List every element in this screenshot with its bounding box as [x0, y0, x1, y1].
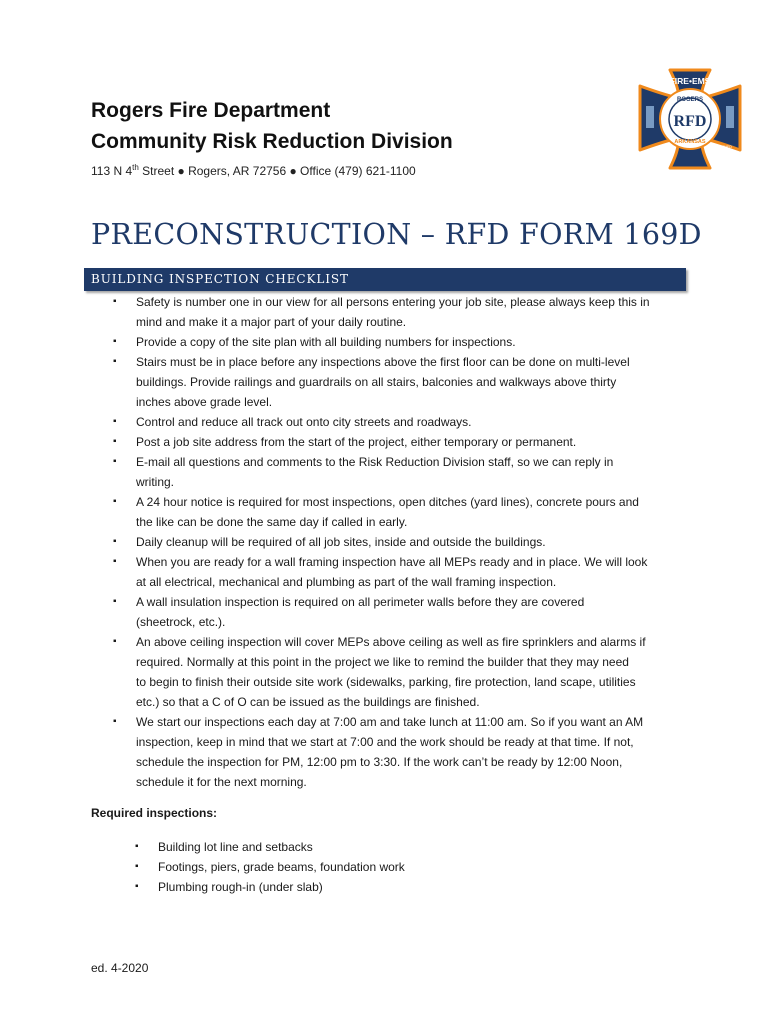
bullet-icon: ▪ — [135, 881, 139, 892]
svg-text:1888: 1888 — [711, 150, 729, 159]
bullet-icon: ▪ — [113, 556, 117, 567]
checklist-item-line: A wall insulation inspection is required on all perimeter walls before they are covered — [136, 595, 585, 609]
checklist-item — [113, 352, 683, 412]
checklist-item-line: E-mail all questions and comments to the Risk Reduction Division staff, so we can reply in — [136, 455, 614, 469]
checklist-item — [113, 432, 683, 452]
checklist-item-line: required. Normally at this point in the project we like to remind the builder that they may need — [136, 655, 629, 669]
checklist-item-line: We start our inspections each day at 7:00 am and take lunch at 11:00 am. So if you want an AM — [136, 715, 644, 729]
checklist-item-line: inches above grade level. — [136, 395, 273, 409]
required-inspection-text: Footings, piers, grade beams, foundation work — [158, 860, 405, 874]
fire-department-logo — [628, 64, 752, 172]
required-inspection-item — [135, 857, 405, 877]
checklist-item-line: Safety is number one in our view for all persons entering your job site, please always keep this in — [136, 295, 650, 309]
checklist-item-line: (sheetrock, etc.). — [136, 615, 226, 629]
checklist-item-line: mind and make it a major part of your daily routine. — [136, 315, 407, 329]
checklist-item-line: inspection, keep in mind that we start at 7:00 and the work should be ready at that time. If not, — [136, 735, 634, 749]
checklist-item-line: A 24 hour notice is required for most inspections, open ditches (yard lines), concrete pours and — [136, 495, 639, 509]
bullet-icon: ▪ — [135, 841, 139, 852]
inspection-checklist — [113, 292, 683, 792]
checklist-item-line: Post a job site address from the start of the project, either temporary or permanent. — [136, 435, 577, 449]
checklist-item — [113, 332, 683, 352]
bullet-icon: ▪ — [113, 336, 117, 347]
checklist-item-line: Provide a copy of the site plan with all building numbers for inspections. — [136, 335, 516, 349]
bullet-icon: ▪ — [113, 596, 117, 607]
checklist-item-line: buildings. Provide railings and guardrails on all stairs, balconies and walkways above thirty — [136, 375, 617, 389]
section-title: BUILDING INSPECTION CHECKLIST — [91, 272, 349, 286]
checklist-item — [113, 712, 683, 792]
division-name: Community Risk Reduction Division — [91, 130, 453, 153]
checklist-item-line: When you are ready for a wall framing inspection have all MEPs ready and in place. We will look — [136, 555, 648, 569]
form-title: PRECONSTRUCTION – RFD FORM 169D — [91, 218, 702, 251]
svg-text:ROGERS: ROGERS — [676, 97, 704, 103]
section-header-bar — [84, 268, 686, 291]
checklist-item-line: the like can be done the same day if called in early. — [136, 515, 408, 529]
checklist-item — [113, 532, 683, 552]
required-inspection-item — [135, 877, 405, 897]
bullet-icon: ▪ — [113, 716, 117, 727]
svg-text:ESTABLISHED: ESTABLISHED — [708, 145, 732, 149]
bullet-icon: ▪ — [113, 416, 117, 427]
edition-footer: ed. 4-2020 — [91, 961, 149, 975]
checklist-item-line: etc.) so that a C of O can be issued as the buildings are finished. — [136, 695, 480, 709]
bullet-icon: ▪ — [113, 636, 117, 647]
checklist-item-line: to begin to finish their outside site work (sidewalks, parking, fire protection, land scape, utilities — [136, 675, 636, 689]
checklist-item-line: Stairs must be in place before any inspections above the first floor can be done on multi-level — [136, 355, 630, 369]
checklist-item-line: An above ceiling inspection will cover MEPs above ceiling as well as fire sprinklers and alarms if — [136, 635, 646, 649]
svg-text:ARKANSAS: ARKANSAS — [674, 139, 706, 145]
department-name: Rogers Fire Department — [91, 99, 331, 122]
checklist-item-line: writing. — [136, 475, 175, 489]
checklist-item-line: at all electrical, mechanical and plumbing as part of the wall framing inspection. — [136, 575, 557, 589]
checklist-item-line: schedule it for the next morning. — [136, 775, 307, 789]
bullet-icon: ▪ — [113, 296, 117, 307]
address-line: 113 N 4th Street ● Rogers, AR 72756 ● Office (479) 621-1100 — [91, 163, 416, 178]
checklist-item-line: Daily cleanup will be required of all job sites, inside and outside the buildings. — [136, 535, 546, 549]
required-inspection-text: Building lot line and setbacks — [158, 840, 313, 854]
svg-text:FIRE•EMS: FIRE•EMS — [669, 76, 711, 86]
checklist-item — [113, 492, 683, 532]
bullet-icon: ▪ — [113, 436, 117, 447]
bullet-icon: ▪ — [113, 356, 117, 367]
required-inspection-item — [135, 837, 405, 857]
required-inspections-list — [135, 837, 405, 897]
checklist-item — [113, 592, 683, 632]
bullet-icon: ▪ — [135, 861, 139, 872]
bullet-icon: ▪ — [113, 536, 117, 547]
checklist-item — [113, 412, 683, 432]
checklist-item — [113, 452, 683, 492]
checklist-item — [113, 552, 683, 592]
checklist-item-line: Control and reduce all track out onto city streets and roadways. — [136, 415, 472, 429]
org-header — [91, 95, 453, 178]
checklist-item — [113, 632, 683, 712]
required-inspections-label: Required inspections: — [91, 806, 218, 820]
bullet-icon: ▪ — [113, 456, 117, 467]
bullet-icon: ▪ — [113, 496, 117, 507]
checklist-item — [113, 292, 683, 332]
checklist-item-line: schedule the inspection for PM, 12:00 pm to 3:30. If the work can’t be ready by 12:00 Noon, — [136, 755, 623, 769]
required-inspection-text: Plumbing rough-in (under slab) — [158, 880, 323, 894]
svg-text:RFD: RFD — [673, 113, 707, 130]
